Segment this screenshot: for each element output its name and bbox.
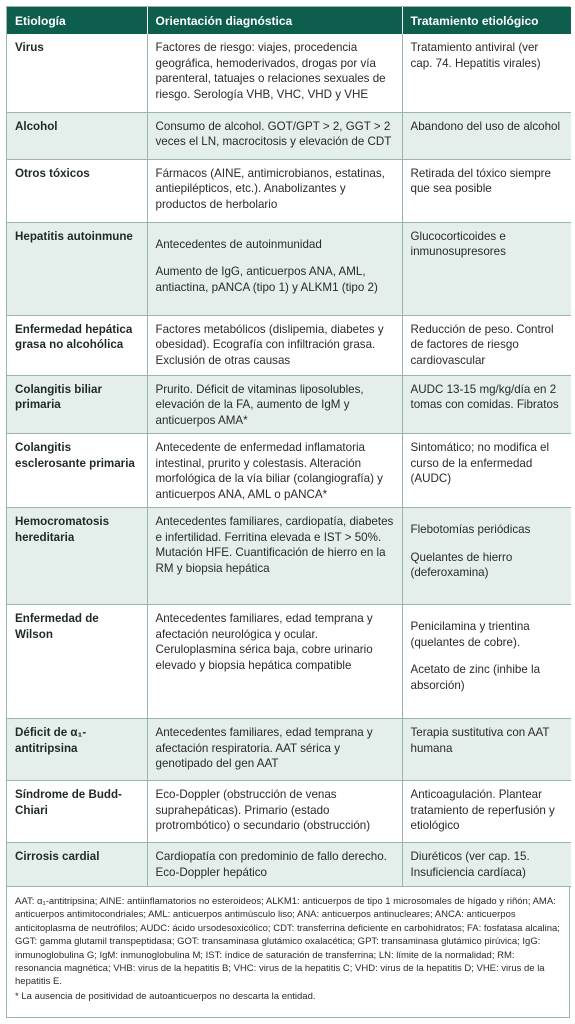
cell-text: Terapia sustitutiva con AAT humana bbox=[410, 726, 550, 755]
cell-tratamiento bbox=[402, 222, 571, 315]
table-body bbox=[7, 34, 571, 887]
cell-orientacion bbox=[147, 159, 402, 222]
table-header bbox=[7, 7, 571, 34]
header-etiologia: Etiología bbox=[7, 7, 147, 34]
cell-orientacion bbox=[147, 434, 402, 508]
cell-etiologia: Virus bbox=[7, 34, 147, 112]
cell-etiologia: Otros tóxicos bbox=[7, 159, 147, 222]
table-row bbox=[7, 434, 571, 508]
header-tratamiento: Tratamiento etiológico bbox=[402, 7, 571, 34]
cell-tratamiento bbox=[402, 781, 571, 843]
cell-orientacion bbox=[147, 605, 402, 719]
table-row bbox=[7, 375, 571, 434]
table-row bbox=[7, 112, 571, 159]
cell-etiologia: Cirrosis cardial bbox=[7, 843, 147, 887]
cell-text: Penicilamina y trientina (quelantes de cobre). bbox=[410, 620, 530, 649]
cell-text: Abandono del uso de alcohol bbox=[410, 119, 561, 133]
cell-text: Quelantes de hierro (deferoxamina) bbox=[410, 550, 513, 579]
cell-text: Cardiopatía con predominio de fallo derecho. Eco-Doppler hepático bbox=[155, 850, 387, 879]
table-footnote bbox=[7, 887, 569, 1003]
cell-tratamiento bbox=[402, 34, 571, 112]
abbreviations-note: AAT: α₁-antitripsina; AINE: antiinflamatorios no esteroideos; ALKM1: anticuerpos de tipo 1 microsomales de hígado y riñón; AMA: anticuerpos antimitocondriales; AML: anticuerpos antimúsculo liso; ANA: anticuerpos antinucleares; ANCA: anticuerpos anticitoplasma de neutrófilos; AUDC: ácido ursodesoxicólico; CDT: transferrina deficiente en carbohidratos; FA: fosfatasa alcalina; GGT: gamma glutamil transpeptidasa; GOT: transaminasa glutámico oxalacética; GPT: transaminasa glutámico pirúvica; IgG: inmunoglobulina G; IgM: inmunoglobulina M; IST: índice de saturación de transferrina; LN: límite de la normalidad; RM: resonancia magnética; VHB: virus de la hepatitis B; VHC: virus de la hepatitis C; VHD: virus de la hepatitis D; VHE: virus de la hepatitis E. bbox=[15, 896, 560, 988]
table-row bbox=[7, 159, 571, 222]
cell-text: Prurito. Déficit de vitaminas liposolubles, elevación de la FA, aumento de IgM y anticuerpos AMA* bbox=[155, 382, 364, 427]
cell-text: AUDC 13-15 mg/kg/día en 2 tomas con comidas. Fibratos bbox=[410, 382, 559, 411]
cell-etiologia: Alcohol bbox=[7, 112, 147, 159]
table-row bbox=[7, 719, 571, 781]
cell-tratamiento bbox=[402, 508, 571, 605]
cell-text: Antecedentes familiares, cardiopatía, diabetes e infertilidad. Ferritina elevada e IST > 50%. Mutación HFE. Cuantificación de hierro en la RM y biopsia hepática bbox=[155, 515, 394, 575]
cell-etiologia: Déficit de α₁-antitripsina bbox=[7, 719, 147, 781]
cell-orientacion bbox=[147, 315, 402, 375]
cell-tratamiento bbox=[402, 719, 571, 781]
cell-etiologia: Colangitis esclerosante primaria bbox=[7, 434, 147, 508]
cell-etiologia: Enfermedad hepática grasa no alcohólica bbox=[7, 315, 147, 375]
cell-orientacion bbox=[147, 843, 402, 887]
table-row bbox=[7, 605, 571, 719]
table-row bbox=[7, 508, 571, 605]
cell-text: Tratamiento antiviral (ver cap. 74. Hepatitis virales) bbox=[410, 41, 541, 70]
cell-tratamiento bbox=[402, 375, 571, 434]
cell-text: Reducción de peso. Control de factores de riesgo cardiovascular bbox=[410, 322, 554, 367]
cell-etiologia: Enfermedad de Wilson bbox=[7, 605, 147, 719]
cell-text: Eco-Doppler (obstrucción de venas suprahepáticas). Primario (estado protrombótico) o secundario (obstrucción) bbox=[155, 788, 371, 832]
header-row bbox=[7, 7, 571, 34]
cell-orientacion bbox=[147, 34, 402, 112]
cell-text: Antecedente de enfermedad inflamatoria intestinal, prurito y colestasis. Alteración morfológica de la vía biliar (colangiografía) y anticuerpos ANA, AML o pANCA* bbox=[155, 441, 383, 501]
cell-orientacion bbox=[147, 719, 402, 781]
table-row bbox=[7, 843, 571, 887]
cell-tratamiento bbox=[402, 843, 571, 887]
asterisk-note: * La ausencia de positividad de autoanticuerpos no descarta la entidad. bbox=[15, 990, 316, 1002]
cell-tratamiento bbox=[402, 605, 571, 719]
cell-orientacion bbox=[147, 112, 402, 159]
cell-orientacion bbox=[147, 508, 402, 605]
cell-text: Factores de riesgo: viajes, procedencia geográfica, hemoderivados, drogas por vía parenteral, tatuajes o relaciones sexuales de riesgo. Serología VHB, VHC, VHD y VHE bbox=[155, 41, 386, 101]
cell-text: Factores metabólicos (dislipemia, diabetes y obesidad). Ecografía con infiltración grasa. Exclusión de otras causas bbox=[155, 322, 384, 367]
table-row bbox=[7, 781, 571, 843]
cell-orientacion bbox=[147, 781, 402, 843]
etiology-table-container bbox=[6, 6, 570, 1018]
etiology-table bbox=[7, 7, 571, 887]
cell-text: Flebotomías periódicas bbox=[410, 523, 531, 536]
cell-text: Acetato de zinc (inhibe la absorción) bbox=[410, 663, 541, 692]
cell-etiologia: Colangitis biliar primaria bbox=[7, 375, 147, 434]
cell-tratamiento bbox=[402, 112, 571, 159]
cell-text: Antecedentes de autoinmunidad bbox=[155, 237, 322, 251]
cell-text: Fármacos (AINE, antimicrobianos, estatinas, antiepilépticos, etc.). Anabolizantes y productos de herbolario bbox=[155, 166, 385, 211]
cell-text: Aumento de IgG, anticuerpos ANA, AML, antiactina, pANCA (tipo 1) y ALKM1 (tipo 2) bbox=[155, 265, 378, 294]
cell-etiologia: Hemocromatosis hereditaria bbox=[7, 508, 147, 605]
cell-tratamiento bbox=[402, 315, 571, 375]
cell-orientacion bbox=[147, 375, 402, 434]
cell-tratamiento bbox=[402, 159, 571, 222]
table-row bbox=[7, 315, 571, 375]
table-row bbox=[7, 222, 571, 315]
cell-tratamiento bbox=[402, 434, 571, 508]
cell-text: Sintomático; no modifica el curso de la enfermedad (AUDC) bbox=[410, 441, 550, 485]
table-row bbox=[7, 34, 571, 112]
cell-etiologia: Síndrome de Budd-Chiari bbox=[7, 781, 147, 843]
cell-text: Consumo de alcohol. GOT/GPT > 2, GGT > 2 veces el LN, macrocitosis y elevación de CDT bbox=[155, 119, 392, 148]
cell-text: Antecedentes familiares, edad temprana y afectación neurológica y ocular. Ceruloplasmina sérica baja, cobre urinario elevado y biopsia hepática compatible bbox=[155, 612, 373, 672]
cell-text: Diuréticos (ver cap. 15. Insuficiencia cardíaca) bbox=[410, 850, 530, 879]
cell-etiologia: Hepatitis autoinmune bbox=[7, 222, 147, 315]
cell-text: Anticoagulación. Plantear tratamiento de reperfusión y etiológico bbox=[410, 788, 555, 832]
header-orientacion: Orientación diagnóstica bbox=[147, 7, 402, 34]
cell-orientacion bbox=[147, 222, 402, 315]
cell-text: Antecedentes familiares, edad temprana y afectación respiratoria. AAT sérica y genotipado del gen AAT bbox=[155, 726, 373, 770]
cell-text: Glucocorticoides e inmunosupresores bbox=[410, 229, 506, 258]
cell-text: Retirada del tóxico siempre que sea posible bbox=[410, 166, 551, 195]
